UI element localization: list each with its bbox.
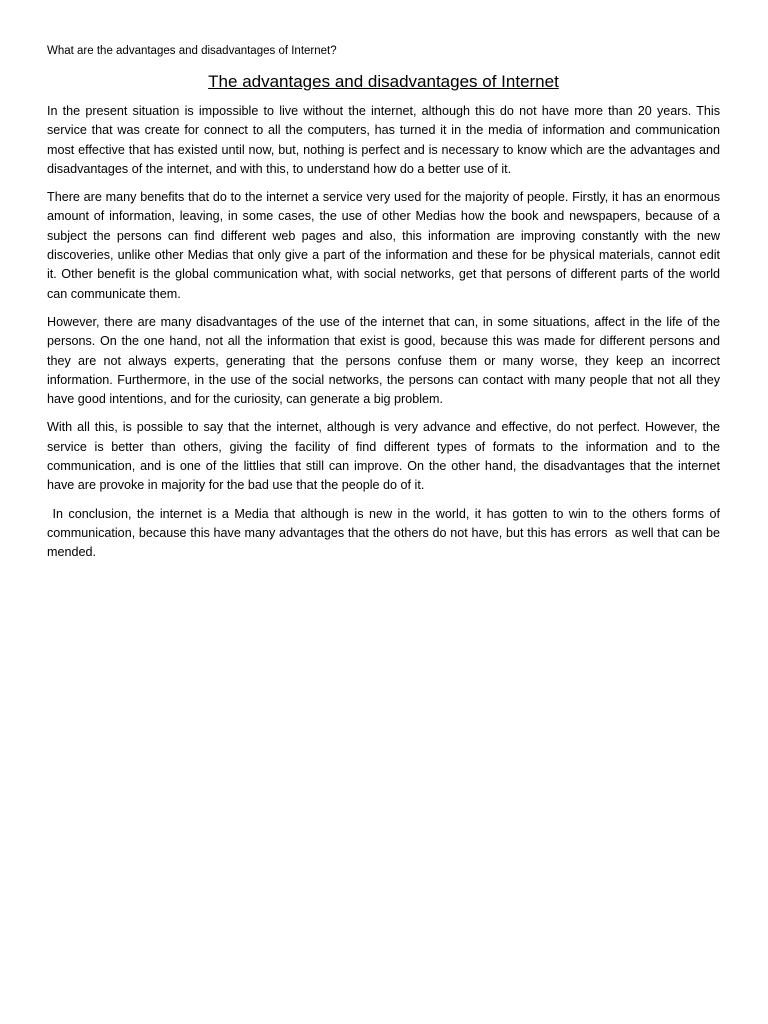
paragraph-conclusion: In conclusion, the internet is a Media that although is new in the world, it has gotten to win to the others forms of communication, because this have many advantages that the others do not have, but this has errors as well that can be mended.: [47, 506, 724, 560]
paragraph-introduction: In the present situation is impossible to live without the internet, although this do not have more than 20 years. This service that was create for connect to all the computers, has turned it in the media of information and communication most effective that has existed until now, but, nothing is perfect and is necessary to know which are the advantages and disadvantages of the internet, and with this, to understand how do a better use of it.: [47, 104, 720, 176]
paragraph-discussion: With all this, is possible to say that the internet, although is very advance and effective, do not perfect. However, the service is better than others, giving the facility of find different types of formats to the information and to the communication, and is one of the littlies that still can improve. On the other hand, the disadvantages that the internet have are provoke in majority for the bad use that the people do of it.: [47, 420, 720, 493]
question-heading: What are the advantages and disadvantages of Internet?: [47, 45, 337, 57]
paragraph-advantages: There are many benefits that do to the internet a service very used for the majority of people. Firstly, it has an enormous amount of information, leaving, in some cases, the use of other Medias how the book and newspapers, because of a subject the persons can find different web pages and also, this information are improving constantly with the new discoveries, unlike other Medias that only give a part of the information and these for be physical materials, cannot edit it. Other benefit is the global communication what, with social networks, get that persons of different parts of the world can communicate them.: [47, 190, 720, 301]
document-title: The advantages and disadvantages of Internet: [208, 72, 559, 91]
document-page: [47, 43, 724, 572]
paragraph-disadvantages: However, there are many disadvantages of the use of the internet that can, in some situations, affect in the life of the persons. On the one hand, not all the information that exist is good, because this was made for different persons and they are not always experts, generating that the persons confuse them or many worse, they keep an incorrect information. Furthermore, in the use of the social networks, the persons can contact with many people that not all they have good intentions, and for the curiosity, can generate a big problem.: [47, 314, 720, 407]
